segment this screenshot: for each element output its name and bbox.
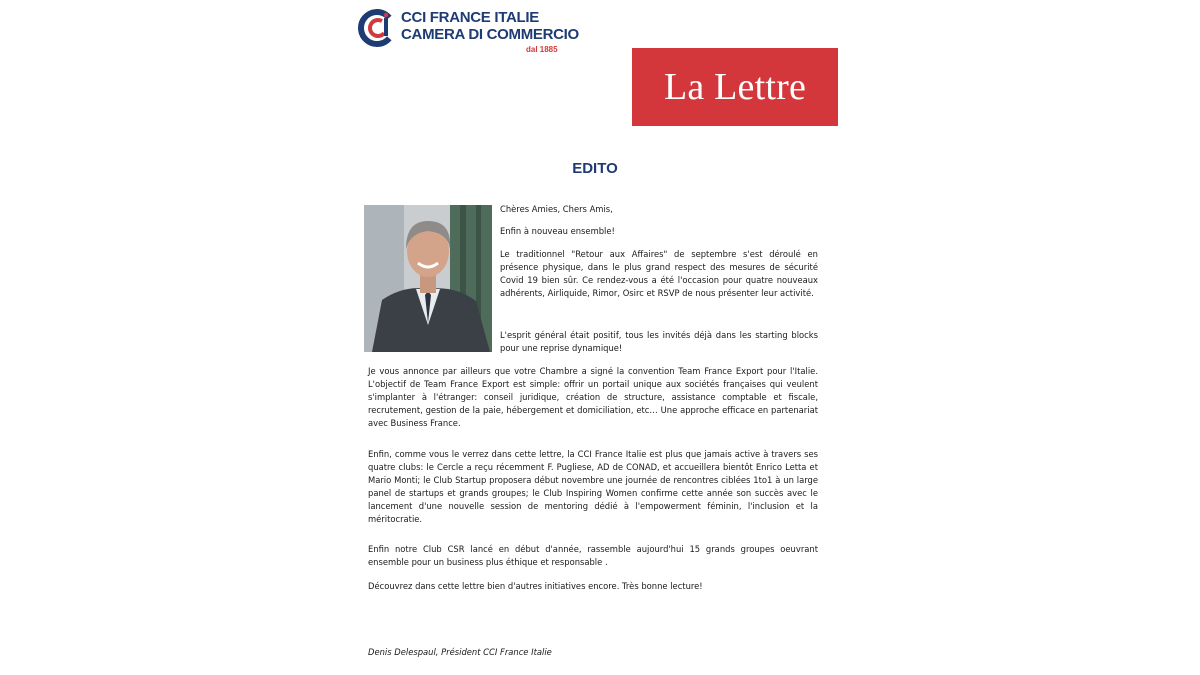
logo-since: dal 1885 [526, 45, 558, 54]
page-title: EDITO [572, 160, 618, 177]
la-lettre-banner: La Lettre [632, 48, 838, 126]
paragraph-1: Enfin à nouveau ensemble! [500, 226, 615, 236]
logo-text [401, 9, 579, 43]
signature: Denis Delespaul, Président CCI France Italie [368, 647, 552, 657]
paragraph-5: Enfin, comme vous le verrez dans cette lettre, la CCI France Italie est plus que jamais active à travers ses quatre clubs: le Cercle a reçu récemment F. Pugliese, AD de CONAD, et accueillera bientôt Enrico Letta et Mario Monti; le Club Startup proposera début novembre une journée de rencontres ciblées 1to1 à un large panel de startups et grands groupes; le Club Inspiring Women confirme cette année son succès avec le lancement d'une nouvelle session de mentoring dédié à l'empowerment féminin, l'inclusion et la méritocratie. [368, 449, 818, 524]
paragraph-3: L'esprit général était positif, tous les invités déjà dans les starting blocks pour une reprise dynamique! [500, 330, 818, 353]
logo-line-1: CCI FRANCE ITALIE [401, 9, 539, 26]
portrait-photo [364, 205, 492, 352]
portrait-photo-image [364, 205, 492, 352]
greeting: Chères Amies, Chers Amis, [500, 204, 613, 214]
paragraph-6: Enfin notre Club CSR lancé en début d'année, rassemble aujourd'hui 15 grands groupes oeuvrant ensemble pour un business plus éthique et responsable . [368, 544, 818, 567]
paragraph-7: Découvrez dans cette lettre bien d'autres initiatives encore. Très bonne lecture! [368, 581, 703, 591]
cci-logo-icon [357, 8, 397, 48]
paragraph-4: Je vous annonce par ailleurs que votre Chambre a signé la convention Team France Export pour l'Italie. L'objectif de Team France Export est simple: offrir un portail unique aux sociétés françaises qui veulent s'implanter à l'étranger: conseil juridique, création de structure, assistance comptable et fiscale, recrutement, gestion de la paie, hébergement et domiciliation, etc… Une approche efficace en partenariat avec Business France. [368, 366, 818, 428]
logo-line-2: CAMERA DI COMMERCIO [401, 26, 579, 43]
cci-logo [357, 6, 597, 56]
paragraph-2: Le traditionnel "Retour aux Affaires" de septembre s'est déroulé en présence physique, dans le plus grand respect des mesures de sécurité Covid 19 bien sûr. Ce rendez-vous a été l'occasion pour quatre nouveaux adhérents, Airliquide, Rimor, Osirc et RSVP de nous présenter leur activité. [500, 249, 818, 298]
